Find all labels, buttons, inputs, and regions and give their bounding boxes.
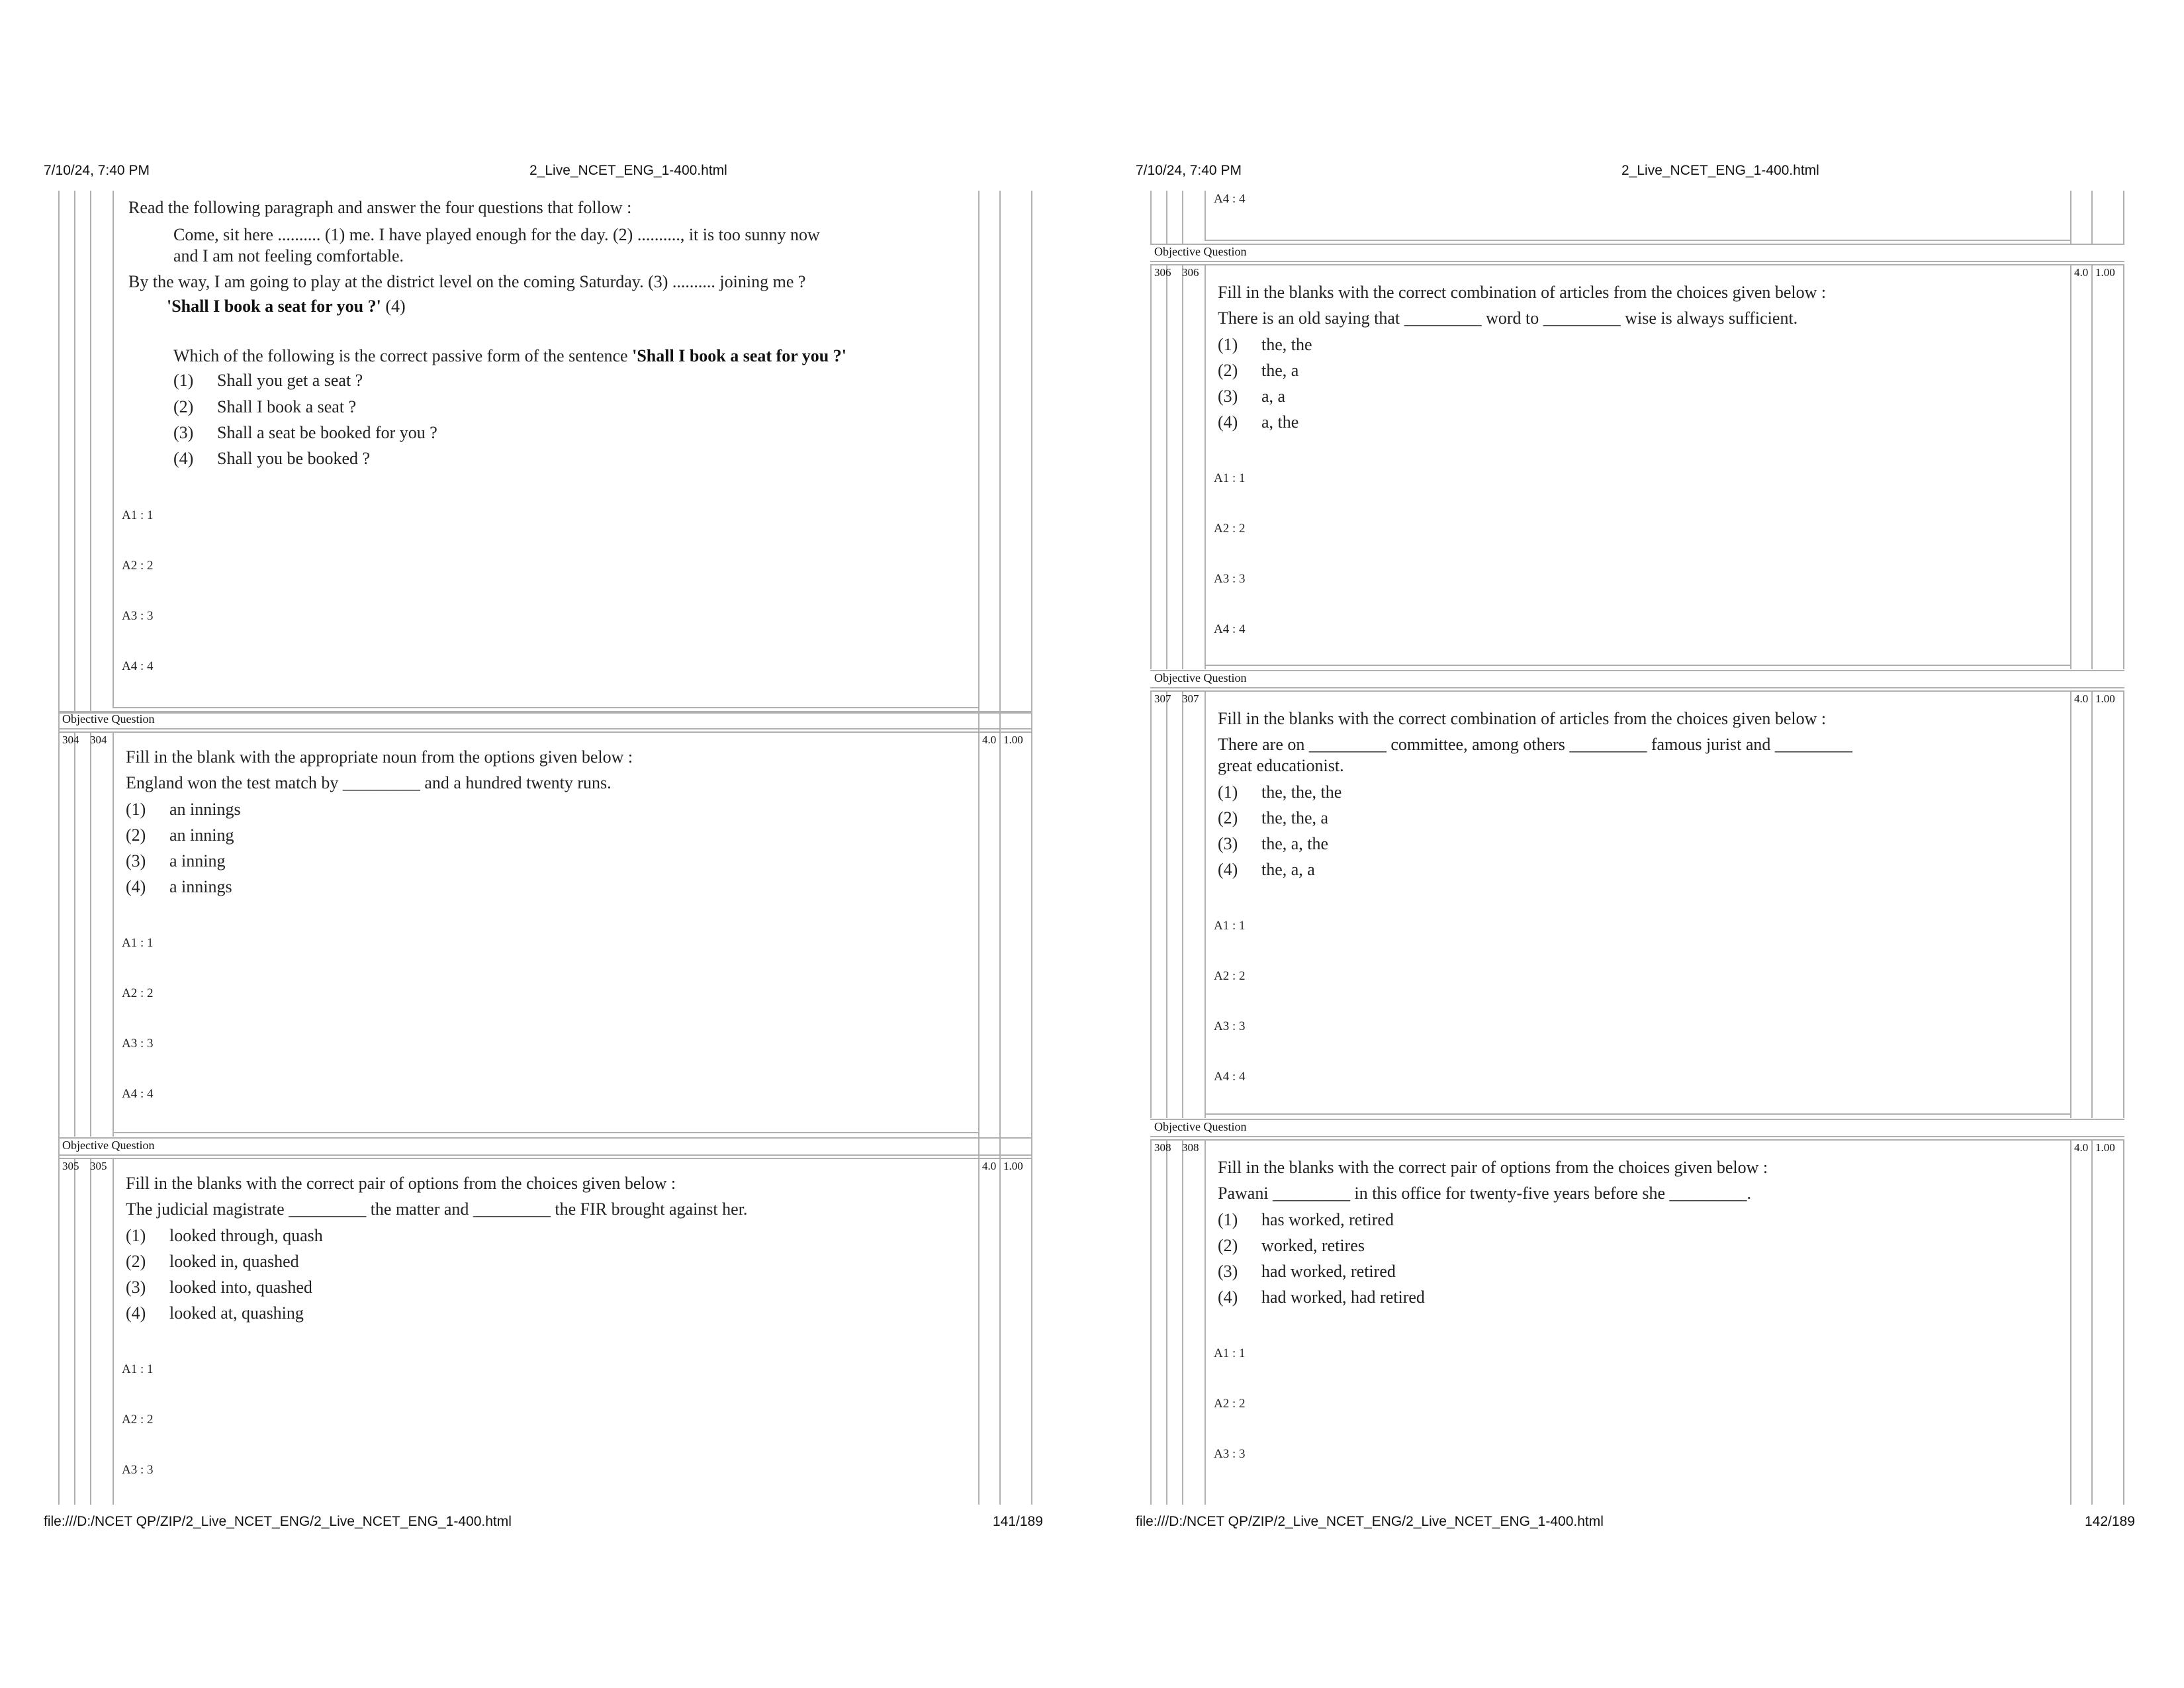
- q303-question-quote: 'Shall I book a seat for you ?': [632, 346, 846, 365]
- table-border: [1166, 191, 1167, 244]
- table-border: [2123, 264, 2124, 669]
- q308-answer-1: A1 : 1: [1214, 1346, 1246, 1360]
- table-border: [2070, 1139, 2071, 1505]
- q304-sentence: England won the test match by _________ and a hundred twenty runs.: [126, 773, 612, 792]
- q305-id: 305: [90, 1160, 107, 1172]
- table-border: [90, 191, 91, 714]
- print-title: 2_Live_NCET_ENG_1-400.html: [1621, 163, 1819, 178]
- q304-option-2: (2) an inning: [126, 825, 234, 845]
- q305-answer-2: A2 : 2: [122, 1413, 154, 1427]
- q307-option-1: (1) the, the, the: [1218, 782, 1342, 802]
- q305-marks: 4.0: [982, 1160, 997, 1172]
- q308-instruction: Fill in the blanks with the correct pair of options from the choices given below :: [1218, 1158, 1768, 1177]
- table-border: [58, 1154, 1032, 1156]
- table-border: [1166, 690, 1167, 1118]
- q308-sentence: Pawani _________ in this office for twenty-five years before she _________.: [1218, 1184, 1752, 1203]
- q304-option-1: (1) an innings: [126, 800, 241, 819]
- table-border: [58, 191, 60, 1505]
- q305-option-2: (2) looked in, quashed: [126, 1252, 299, 1271]
- print-page-number: 142/189: [2085, 1514, 2135, 1529]
- table-border: [1205, 1139, 1206, 1505]
- q304-answer-1: A1 : 1: [122, 936, 154, 950]
- q307-marks: 4.0: [2074, 692, 2089, 705]
- q307-negative-marks: 1.00: [2095, 692, 2115, 705]
- q305-sentence: The judicial magistrate _________ the matter and _________ the FIR brought against her.: [126, 1199, 748, 1219]
- table-border: [1182, 264, 1183, 669]
- q303-option-4: (4) Shall you be booked ?: [173, 449, 371, 468]
- q306-option-3: (3) a, a: [1218, 387, 1286, 406]
- table-border: [1150, 261, 2124, 262]
- table-border: [1205, 240, 2071, 241]
- table-border: [1205, 1113, 2071, 1115]
- q307-option-2: (2) the, the, a: [1218, 808, 1329, 827]
- q308-type-label: Objective Question: [1154, 1120, 1247, 1133]
- table-border: [1205, 191, 1206, 241]
- q308-negative-marks: 1.00: [2095, 1141, 2115, 1154]
- table-border: [1205, 665, 2071, 666]
- table-border: [1150, 670, 2124, 671]
- q305-instruction: Fill in the blanks with the correct pair of options from the choices given below :: [126, 1174, 676, 1193]
- print-file-path: file:///D:/NCET QP/ZIP/2_Live_NCET_ENG/2_Live_NCET_ENG_1-400.html: [44, 1514, 512, 1529]
- table-border: [58, 712, 1032, 714]
- q304-negative-marks: 1.00: [1003, 733, 1023, 746]
- table-border: [1150, 1139, 2124, 1141]
- table-border: [1166, 1139, 1167, 1505]
- q305-serial: 305: [62, 1160, 79, 1172]
- q307-sentence-1: There are on _________ committee, among others _________ famous jurist and _________: [1218, 735, 1852, 754]
- table-border: [999, 191, 1001, 1505]
- q306-id: 306: [1182, 266, 1199, 279]
- q306-answer-4: A4 : 4: [1214, 622, 1246, 636]
- q304-type-label: Objective Question: [62, 712, 155, 726]
- q305-answer-1: A1 : 1: [122, 1362, 154, 1376]
- table-border: [58, 728, 1032, 729]
- q306-option-2: (2) the, a: [1218, 361, 1299, 380]
- table-border: [2123, 191, 2124, 244]
- q307-instruction: Fill in the blanks with the correct combination of articles from the choices given below :: [1218, 709, 1827, 728]
- table-border: [2070, 264, 2071, 669]
- table-border: [1150, 690, 2124, 692]
- q304-marks: 4.0: [982, 733, 997, 746]
- q305-option-4: (4) looked at, quashing: [126, 1303, 304, 1323]
- q307-type-label: Objective Question: [1154, 671, 1247, 684]
- table-border: [1031, 191, 1032, 1505]
- q306-option-4: (4) a, the: [1218, 412, 1299, 432]
- table-border: [1182, 191, 1183, 244]
- q306-answer-2: A2 : 2: [1214, 522, 1246, 536]
- q304-instruction: Fill in the blank with the appropriate noun from the options given below :: [126, 747, 633, 767]
- q305-answer-4: A4 : 4: [1214, 192, 1246, 206]
- q303-para-3: By the way, I am going to play at the district level on the coming Saturday. (3) .......... joining me ?: [128, 272, 806, 291]
- table-border: [113, 707, 979, 708]
- table-border: [1205, 690, 1206, 1118]
- table-border: [1150, 1136, 2124, 1137]
- q306-answer-3: A3 : 3: [1214, 572, 1246, 586]
- table-border: [113, 731, 114, 1137]
- table-border: [2123, 690, 2124, 1118]
- q303-para-2: and I am not feeling comfortable.: [173, 246, 404, 265]
- table-border: [1150, 687, 2124, 688]
- table-border: [2070, 191, 2071, 244]
- table-border: [978, 191, 979, 1505]
- q308-marks: 4.0: [2074, 1141, 2089, 1154]
- table-border: [2091, 264, 2093, 669]
- q307-answer-2: A2 : 2: [1214, 969, 1246, 983]
- table-border: [1150, 1119, 2124, 1120]
- q308-option-1: (1) has worked, retired: [1218, 1210, 1394, 1229]
- print-datetime: 7/10/24, 7:40 PM: [1136, 163, 1242, 178]
- table-border: [113, 191, 114, 708]
- q306-answer-1: A1 : 1: [1214, 471, 1246, 485]
- q304-serial: 304: [62, 733, 79, 746]
- q303-intro: Read the following paragraph and answer the four questions that follow :: [128, 198, 632, 217]
- q304-id: 304: [90, 733, 107, 746]
- q305-option-3: (3) looked into, quashed: [126, 1278, 312, 1297]
- table-border: [58, 1158, 1032, 1159]
- q306-type-label: Objective Question: [1154, 245, 1247, 258]
- q308-id: 308: [1182, 1141, 1199, 1154]
- q306-negative-marks: 1.00: [2095, 266, 2115, 279]
- table-border: [1150, 264, 1152, 669]
- table-border: [1182, 1139, 1183, 1505]
- table-border: [2091, 1139, 2093, 1505]
- print-page-number: 141/189: [993, 1514, 1043, 1529]
- q307-answer-3: A3 : 3: [1214, 1019, 1246, 1033]
- table-border: [2070, 690, 2071, 1118]
- q304-answer-2: A2 : 2: [122, 986, 154, 1000]
- q303-question-text: Which of the following is the correct passive form of the sentence: [173, 346, 633, 365]
- table-border: [113, 1158, 114, 1505]
- q306-marks: 4.0: [2074, 266, 2089, 279]
- q307-answer-1: A1 : 1: [1214, 919, 1246, 933]
- q303-answer-3: A3 : 3: [122, 609, 154, 623]
- q307-sentence-2: great educationist.: [1218, 756, 1344, 775]
- table-border: [74, 191, 75, 714]
- q306-instruction: Fill in the blanks with the correct combination of articles from the choices given below :: [1218, 283, 1827, 302]
- q307-id: 307: [1182, 692, 1199, 705]
- table-border: [1150, 191, 1152, 244]
- q303-answer-4: A4 : 4: [122, 659, 154, 673]
- table-border: [1182, 690, 1183, 1118]
- q307-option-4: (4) the, a, a: [1218, 860, 1315, 879]
- q308-option-4: (4) had worked, had retired: [1218, 1288, 1425, 1307]
- table-border: [1166, 264, 1167, 669]
- q303-blank-4: (4): [381, 297, 406, 316]
- q306-serial: 306: [1154, 266, 1171, 279]
- q304-answer-4: A4 : 4: [122, 1087, 154, 1101]
- table-border: [58, 711, 1032, 712]
- q303-question: [173, 343, 846, 369]
- table-border: [1150, 244, 2124, 245]
- q303-option-3: (3) Shall a seat be booked for you ?: [173, 423, 437, 442]
- q304-option-3: (3) a inning: [126, 851, 226, 870]
- print-file-path: file:///D:/NCET QP/ZIP/2_Live_NCET_ENG/2_Live_NCET_ENG_1-400.html: [1136, 1514, 1604, 1529]
- q303-quote: 'Shall I book a seat for you ?': [167, 297, 381, 316]
- q304-option-4: (4) a innings: [126, 877, 232, 896]
- table-border: [2091, 690, 2093, 1118]
- q308-answer-3: A3 : 3: [1214, 1447, 1246, 1461]
- page-142: [1092, 0, 2184, 1688]
- table-border: [58, 1137, 1032, 1139]
- q308-serial: 308: [1154, 1141, 1171, 1154]
- q304-answer-3: A3 : 3: [122, 1037, 154, 1051]
- print-datetime: 7/10/24, 7:40 PM: [44, 163, 150, 178]
- table-border: [58, 731, 1032, 733]
- print-title: 2_Live_NCET_ENG_1-400.html: [529, 163, 727, 178]
- q303-answer-2: A2 : 2: [122, 559, 154, 573]
- q303-option-1: (1) Shall you get a seat ?: [173, 371, 363, 390]
- table-border: [1150, 690, 1152, 1118]
- table-border: [2091, 191, 2093, 244]
- q306-option-1: (1) the, the: [1218, 335, 1312, 354]
- q305-answer-3: A3 : 3: [122, 1463, 154, 1477]
- q303-para-4: [167, 293, 406, 319]
- q305-option-1: (1) looked through, quash: [126, 1226, 323, 1245]
- table-border: [2123, 1139, 2124, 1505]
- table-border: [1150, 1139, 1152, 1505]
- q307-option-3: (3) the, a, the: [1218, 834, 1329, 853]
- q305-type-label: Objective Question: [62, 1139, 155, 1152]
- table-border: [90, 1158, 91, 1505]
- q303-para-1: Come, sit here .......... (1) me. I have played enough for the day. (2) .........., it is too sunny now: [173, 225, 820, 244]
- table-border: [90, 731, 91, 1137]
- q307-answer-4: A4 : 4: [1214, 1070, 1246, 1084]
- q308-option-3: (3) had worked, retired: [1218, 1262, 1396, 1281]
- q308-answer-2: A2 : 2: [1214, 1397, 1246, 1411]
- q307-serial: 307: [1154, 692, 1171, 705]
- q303-option-2: (2) Shall I book a seat ?: [173, 397, 357, 416]
- table-border: [1150, 264, 2124, 265]
- q305-negative-marks: 1.00: [1003, 1160, 1023, 1172]
- q303-answer-1: A1 : 1: [122, 508, 154, 522]
- table-border: [74, 731, 75, 1137]
- table-border: [74, 1158, 75, 1505]
- q308-option-2: (2) worked, retires: [1218, 1236, 1365, 1255]
- table-border: [1205, 264, 1206, 669]
- q306-sentence: There is an old saying that _________ word to _________ wise is always sufficient.: [1218, 308, 1798, 328]
- table-border: [113, 1132, 979, 1133]
